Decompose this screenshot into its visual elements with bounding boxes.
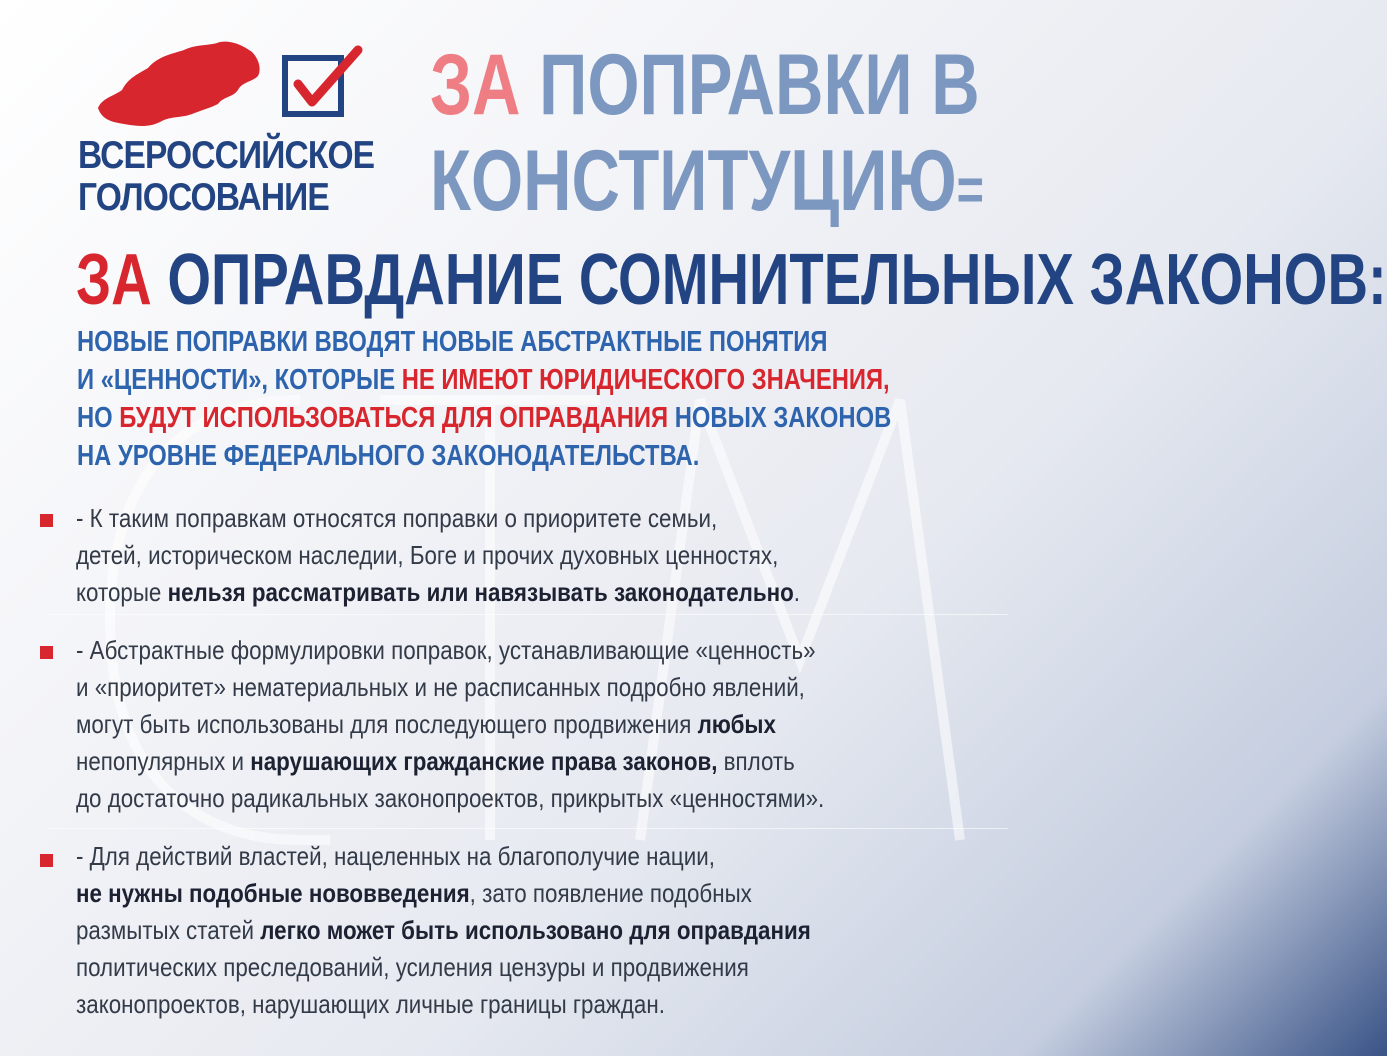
headline-part3: ОПРАВДАНИЕ СОМНИТЕЛЬНЫХ ЗАКОНОВ:: [167, 240, 1387, 320]
divider: [48, 828, 1008, 829]
bullet-2-line-1: - Абстрактные формулировки поправок, устанавливающие «ценность»: [76, 635, 816, 665]
headline-line2: [430, 133, 984, 229]
intro-line3: [77, 402, 892, 434]
intro-line2: [77, 364, 890, 396]
bullet-1-line-1: - К таким поправкам относятся поправки о приоритете семьи,: [76, 503, 718, 533]
bullet-1-line-2: детей, историческом наследии, Боге и прочих духовных ценностях,: [76, 540, 779, 570]
headline-line3: [76, 240, 1387, 320]
bullet-3-line-5: законопроектов, нарушающих личные границы граждан.: [76, 989, 665, 1019]
russia-map-icon: [92, 38, 264, 134]
bullet-2-line-4: [76, 743, 867, 780]
bullet-3-line-4: политических преследований, усиления цензуры и продвижения: [76, 952, 749, 982]
bullet-1-line-3-a: которые: [76, 577, 168, 607]
bullet-2-bold-2: нарушающих гражданские права законов,: [250, 746, 718, 776]
headline-za-1: ЗА: [430, 37, 521, 133]
logo-text-line2: ГОЛОСОВАНИЕ: [78, 176, 329, 219]
headline-equals: =: [956, 156, 984, 223]
bullet-3-line-1: - Для действий властей, нацеленных на благополучие нации,: [76, 841, 715, 871]
bullet-2-bold-1: любых: [697, 709, 776, 739]
intro-line2-highlight: НЕ ИМЕЮТ ЮРИДИЧЕСКОГО ЗНАЧЕНИЯ,: [401, 364, 890, 396]
intro-line3-c: НОВЫХ ЗАКОНОВ: [668, 402, 892, 434]
bullet-1-bold: нельзя рассматривать или навязывать законодательно: [167, 577, 794, 607]
bullet-square-icon: [40, 514, 53, 527]
intro-line4: НА УРОВНЕ ФЕДЕРАЛЬНОГО ЗАКОНОДАТЕЛЬСТВА.: [77, 440, 700, 472]
bullet-3-line-3-a: размытых статей: [76, 915, 261, 945]
bullet-2-line-4-a: непопулярных и: [76, 746, 251, 776]
bullet-1-line-3-c: .: [793, 577, 801, 607]
bullet-2-line-2: и «приоритет» нематериальных и не расписанных подробно явлений,: [76, 672, 805, 702]
intro-line1: НОВЫЕ ПОПРАВКИ ВВОДЯТ НОВЫЕ АБСТРАКТНЫЕ ПОНЯТИЯ: [77, 326, 828, 358]
bullet-square-icon: [40, 646, 53, 659]
bullet-3-line-2: [76, 875, 867, 912]
bullet-2-line-5: до достаточно радикальных законопроектов, прикрытых «ценностями».: [76, 783, 825, 813]
headline-part2: КОНСТИТУЦИЮ: [430, 133, 957, 229]
intro-line2-a: И «ЦЕННОСТИ», КОТОРЫЕ: [77, 364, 402, 396]
bullet-3-bold-2: легко может быть использовано для оправдания: [260, 915, 811, 945]
bullet-text-1: [76, 500, 996, 611]
bullet-2-line-4-c: вплоть: [717, 746, 795, 776]
bullet-3-line-3: [76, 912, 867, 949]
divider: [48, 614, 1008, 615]
bullet-square-icon: [40, 854, 53, 867]
logo-text-line1: ВСЕРОССИЙСКОЕ: [78, 134, 375, 177]
intro-line3-highlight: БУДУТ ИСПОЛЬЗОВАТЬСЯ ДЛЯ ОПРАВДАНИЯ: [119, 402, 669, 434]
bullet-3-line-2-b: , зато появление подобных: [469, 878, 752, 908]
bullet-text-2: [76, 632, 996, 817]
headline-part1: ПОПРАВКИ В: [539, 37, 980, 133]
headline-za-2: ЗА: [76, 240, 152, 320]
headline-line1: [430, 37, 980, 133]
bullet-1-line-3: [76, 574, 867, 611]
intro-line3-a: НО: [77, 402, 120, 434]
checkbox-checked-icon: [282, 48, 362, 120]
bullet-2-line-3-a: могут быть использованы для последующего продвижения: [76, 709, 698, 739]
bullet-3-bold-1: не нужны подобные нововведения: [76, 878, 470, 908]
bullet-text-3: [76, 838, 996, 1023]
bullet-2-line-3: [76, 706, 867, 743]
